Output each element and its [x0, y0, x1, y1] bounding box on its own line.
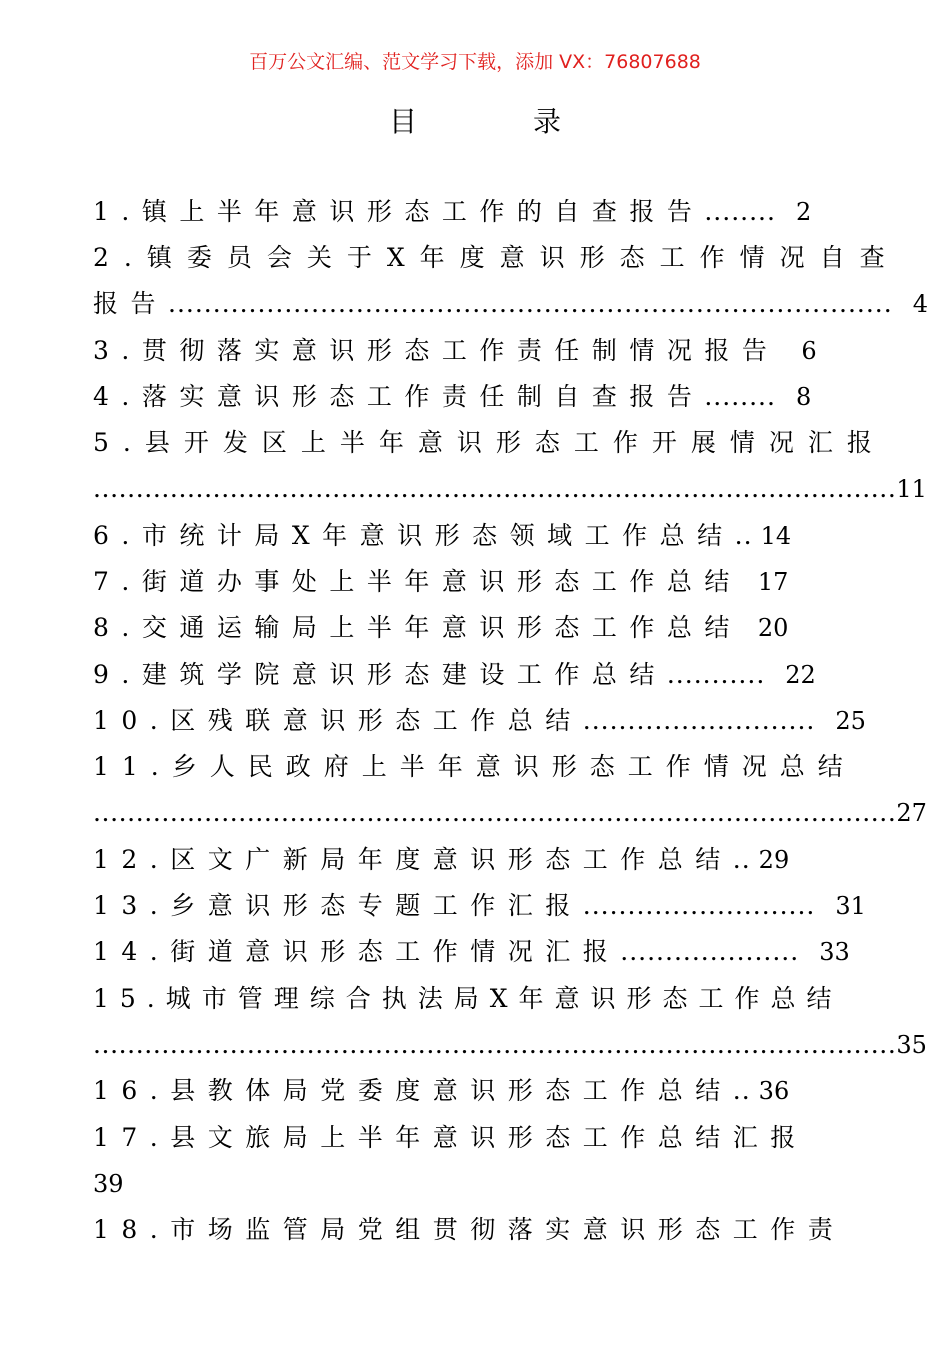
toc-entry-13[interactable] — [93, 886, 866, 926]
toc-entry-page: 25 — [835, 707, 866, 735]
toc-entry-page: 17 — [757, 568, 789, 596]
toc-entry-10[interactable] — [93, 701, 866, 741]
toc-entry-14[interactable] — [93, 932, 850, 972]
toc-entry-title: 17.县文旅局上半年意识形态工作总结汇报 — [93, 1123, 808, 1152]
toc-entry-dots: .......................... — [582, 706, 816, 735]
toc-entry-dots: ................................................................................. — [168, 289, 893, 318]
toc-entry-title: 7.街道办事处上半年意识形态工作总结 — [93, 567, 742, 596]
toc-entry-title: 5.县开发区上半年意识形态工作开展情况汇报 — [93, 428, 886, 457]
toc-entry-title: 12.区文广新局年度意识形态工作总结 — [93, 845, 733, 874]
toc-entry-15-cont[interactable] — [93, 1025, 927, 1065]
toc-entry-dots: .. — [732, 1076, 751, 1105]
toc-entry-3[interactable] — [93, 331, 817, 371]
toc-entry-15[interactable] — [93, 979, 845, 1019]
toc-entry-12[interactable] — [93, 840, 845, 880]
toc-entry-page: 11 — [896, 475, 927, 503]
toc-entry-title: 2.镇委员会关于X年度意识形态工作情况自查 — [93, 243, 900, 272]
toc-entry-title: 16.县教体局党委度意识形态工作总结 — [93, 1076, 733, 1105]
toc-entry-5[interactable] — [93, 423, 886, 463]
toc-entry-1[interactable] — [93, 192, 845, 232]
header-note: 百万公文汇编、范文学习下载，添加 VX：76807688 — [249, 51, 701, 73]
toc-entry-16[interactable] — [93, 1071, 845, 1111]
toc-entry-dots: .................... — [620, 937, 800, 966]
toc-entry-page: 39 — [93, 1170, 124, 1198]
toc-entry-title: 13.乡意识形态专题工作汇报 — [93, 891, 583, 920]
toc-entry-page: 22 — [785, 661, 816, 689]
toc-entry-dots: .............................................................................................. — [93, 1030, 897, 1059]
toc-entry-title: 10.区残联意识形态工作总结 — [93, 706, 583, 735]
toc-entry-2-cont[interactable] — [93, 284, 928, 324]
toc-entry-8[interactable] — [93, 608, 788, 648]
toc-entry-dots: ........ — [704, 197, 776, 226]
toc-entry-dots: ........... — [666, 660, 766, 689]
toc-entry-4[interactable] — [93, 377, 845, 417]
page-title: 目 录 — [388, 105, 605, 138]
toc-entry-page: 2 — [795, 198, 812, 226]
toc-entry-title: 18.市场监管局党组贯彻落实意识形态工作责 — [93, 1215, 846, 1244]
toc-entry-dots: ........ — [704, 382, 776, 411]
toc-entry-dots: .. — [734, 521, 753, 550]
toc-entry-11[interactable] — [93, 747, 856, 787]
toc-entry-page: 8 — [795, 383, 812, 411]
toc-entry-6[interactable] — [93, 516, 845, 556]
toc-entry-title: 4.落实意识形态工作责任制自查报告 — [93, 382, 705, 411]
toc-entry-title: 1.镇上半年意识形态工作的自查报告 — [93, 197, 705, 226]
toc-entry-page: 35 — [896, 1031, 927, 1059]
toc-entry-title: 14.街道意识形态工作情况汇报 — [93, 937, 621, 966]
toc-entry-title: 3.贯彻落实意识形态工作责任制情况报告 — [93, 336, 780, 365]
toc-entry-page: 6 — [801, 337, 817, 365]
toc-entry-page: 36 — [758, 1077, 790, 1105]
toc-entry-page: 29 — [758, 846, 790, 874]
toc-entry-7[interactable] — [93, 562, 788, 602]
toc-entry-5-cont[interactable] — [93, 469, 927, 509]
toc-entry-title: 6.市统计局X年意识形态领域工作总结 — [93, 521, 735, 550]
toc-entry-title: 15.城市管理综合执法局X年意识形态工作总结 — [93, 984, 843, 1013]
toc-entry-title: 8.交通运输局上半年意识形态工作总结 — [93, 613, 742, 642]
toc-entry-18[interactable] — [93, 1210, 845, 1250]
toc-entry-17-cont[interactable] — [93, 1164, 124, 1204]
toc-entry-9[interactable] — [93, 655, 845, 695]
toc-entry-page: 4 — [912, 290, 928, 318]
toc-entry-title: 11.乡人民政府上半年意识形态工作情况总结 — [93, 752, 856, 781]
toc-entry-page: 20 — [757, 614, 789, 642]
toc-entry-2[interactable] — [93, 238, 900, 278]
toc-entry-page: 31 — [835, 892, 866, 920]
toc-entry-title: 9.建筑学院意识形态建设工作总结 — [93, 660, 667, 689]
toc-entry-page: 33 — [819, 938, 850, 966]
toc-entry-dots: .......................... — [582, 891, 816, 920]
toc-entry-dots: .. — [732, 845, 751, 874]
toc-entry-dots: .............................................................................................. — [93, 474, 897, 503]
toc-entry-page: 14 — [760, 522, 792, 550]
toc-entry-title-cont: 报告 — [93, 289, 169, 318]
toc-entry-17[interactable] — [93, 1118, 808, 1158]
toc-entry-dots: .............................................................................................. — [93, 798, 897, 827]
toc-entry-page: 27 — [896, 799, 927, 827]
toc-entry-11-cont[interactable] — [93, 793, 927, 833]
